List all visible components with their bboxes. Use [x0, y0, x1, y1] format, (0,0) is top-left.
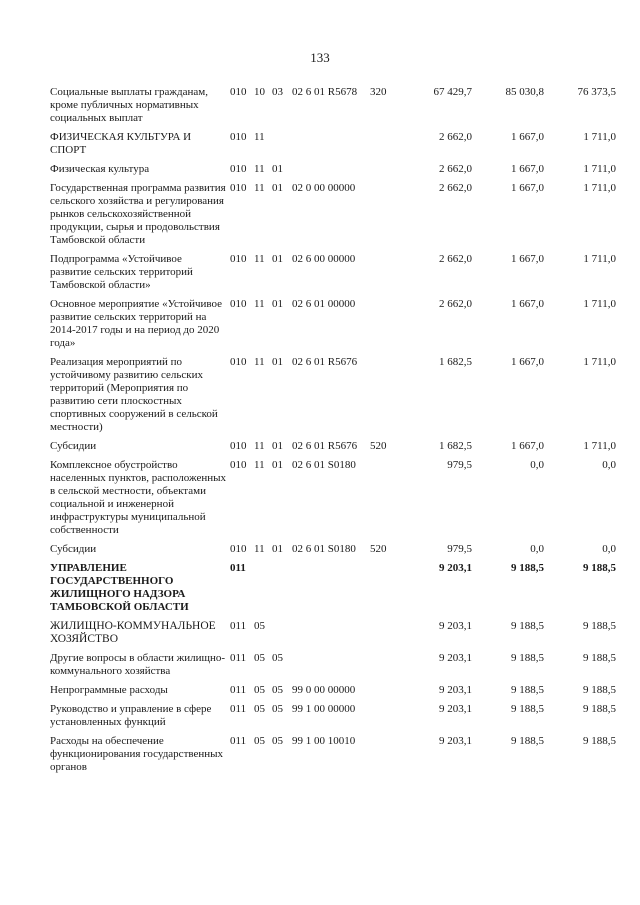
- section-code: 11: [254, 440, 265, 452]
- section-code: 11: [254, 131, 265, 143]
- amount-year-3: 1 711,0: [583, 131, 616, 143]
- expense-type-code: [370, 684, 396, 697]
- target-article-code: 02 6 01 R5676: [292, 440, 358, 452]
- section-code: 11: [254, 356, 265, 368]
- table-row: [50, 356, 616, 434]
- amount-year-2: 1 667,0: [511, 440, 544, 452]
- amount-year-1: 2 662,0: [439, 163, 472, 175]
- amount-year-3: 0,0: [602, 543, 616, 555]
- amount-year-2: 1 667,0: [511, 356, 544, 368]
- table-row: [50, 253, 616, 292]
- ministry-code: 011: [230, 735, 247, 747]
- target-article-code: 99 1 00 10010: [292, 735, 356, 747]
- target-article-code: 99 0 00 00000: [292, 684, 356, 696]
- section-code: 05: [254, 652, 265, 664]
- table-row: [50, 620, 616, 646]
- ministry-code: 011: [230, 652, 247, 664]
- ministry-code: 011: [230, 703, 247, 715]
- subsection-code: 05: [272, 703, 283, 715]
- amount-year-3: 1 711,0: [583, 298, 616, 310]
- section-code: 05: [254, 735, 265, 747]
- amount-year-2: 1 667,0: [511, 131, 544, 143]
- target-article-code: 02 6 00 00000: [292, 253, 356, 265]
- row-name: Подпрограмма «Устойчивое развитие сельских территорий Тамбовской области»: [50, 253, 193, 291]
- target-article-code: 02 6 01 S0180: [292, 459, 356, 471]
- subsection-code: 01: [272, 298, 283, 310]
- amount-year-2: 85 030,8: [505, 86, 544, 98]
- amount-year-2: 0,0: [530, 543, 544, 555]
- table-row: [50, 562, 616, 614]
- expense-type-code: [370, 562, 396, 614]
- amount-year-1: 9 203,1: [439, 562, 472, 574]
- amount-year-1: 9 203,1: [439, 703, 472, 715]
- amount-year-2: 9 188,5: [511, 703, 544, 715]
- row-name: Комплексное обустройство населенных пунктов, расположенных в сельской местности, объектами социальной и инженерной инфраструктуры муниципальной собственности: [50, 459, 227, 536]
- table-row: [50, 131, 616, 157]
- subsection-code: 01: [272, 253, 283, 265]
- expense-type-code: [370, 620, 396, 646]
- amount-year-2: 9 188,5: [511, 620, 544, 632]
- row-name: Социальные выплаты гражданам, кроме публичных нормативных социальных выплат: [50, 86, 208, 124]
- amount-year-1: 2 662,0: [439, 182, 472, 194]
- ministry-code: 011: [230, 684, 247, 696]
- table-row: [50, 735, 616, 774]
- subsection-code: [272, 562, 292, 614]
- amount-year-3: 9 188,5: [583, 735, 616, 747]
- amount-year-1: 67 429,7: [433, 86, 472, 98]
- target-article-code: 02 6 01 00000: [292, 298, 356, 310]
- row-name: Непрограммные расходы: [50, 684, 168, 696]
- row-name: Субсидии: [50, 440, 97, 452]
- expense-type-code: 320: [370, 86, 387, 98]
- row-name: Субсидии: [50, 543, 97, 555]
- section-code: 11: [254, 253, 265, 265]
- table-row: [50, 86, 616, 125]
- amount-year-3: 9 188,5: [583, 652, 616, 664]
- target-article-code: [292, 652, 370, 678]
- subsection-code: 05: [272, 652, 283, 664]
- expense-type-code: [370, 182, 396, 247]
- budget-table: [50, 86, 616, 774]
- amount-year-3: 1 711,0: [583, 163, 616, 175]
- amount-year-1: 2 662,0: [439, 298, 472, 310]
- ministry-code: 010: [230, 163, 247, 175]
- row-name: Расходы на обеспечение функционирования государственных органов: [50, 735, 224, 773]
- page-number: 133: [310, 50, 330, 65]
- section-code: 11: [254, 298, 265, 310]
- ministry-code: 010: [230, 182, 247, 194]
- amount-year-2: 1 667,0: [511, 182, 544, 194]
- row-name: Основное мероприятие «Устойчивое развитие сельских территорий на 2014-2017 годы и на период до 2020 года»: [50, 298, 223, 349]
- table-row: [50, 182, 616, 247]
- target-article-code: 02 0 00 00000: [292, 182, 356, 194]
- subsection-code: 01: [272, 182, 283, 194]
- expense-type-code: 520: [370, 543, 387, 555]
- amount-year-1: 979,5: [447, 543, 472, 555]
- amount-year-1: 2 662,0: [439, 253, 472, 265]
- amount-year-2: 9 188,5: [511, 562, 544, 574]
- amount-year-1: 1 682,5: [439, 356, 472, 368]
- expense-type-code: [370, 459, 396, 537]
- table-row: [50, 703, 616, 729]
- section-code: 05: [254, 703, 265, 715]
- amount-year-2: 1 667,0: [511, 163, 544, 175]
- target-article-code: 02 6 01 R5678: [292, 86, 358, 98]
- subsection-code: [272, 131, 292, 157]
- expense-type-code: [370, 163, 396, 176]
- section-code: 05: [254, 620, 265, 632]
- amount-year-2: 1 667,0: [511, 298, 544, 310]
- row-name: ЖИЛИЩНО-КОММУНАЛЬНОЕ ХОЗЯЙСТВО: [50, 620, 216, 645]
- row-name: Другие вопросы в области жилищно-коммунального хозяйства: [50, 652, 226, 677]
- amount-year-3: 0,0: [602, 459, 616, 471]
- amount-year-2: 9 188,5: [511, 652, 544, 664]
- row-name: Реализация мероприятий по устойчивому развитию сельских территорий (Мероприятия по развитию сети плоскостных спортивных сооружений в сельской местности): [50, 356, 218, 433]
- section-code: 05: [254, 684, 265, 696]
- table-row: [50, 459, 616, 537]
- amount-year-3: 9 188,5: [583, 620, 616, 632]
- expense-type-code: [370, 298, 396, 350]
- amount-year-2: 1 667,0: [511, 253, 544, 265]
- section-code: 11: [254, 543, 265, 555]
- expense-type-code: [370, 703, 396, 729]
- subsection-code: 01: [272, 440, 283, 452]
- subsection-code: 01: [272, 543, 283, 555]
- table-row: [50, 543, 616, 556]
- section-code: [254, 562, 272, 614]
- amount-year-1: 1 682,5: [439, 440, 472, 452]
- amount-year-3: 9 188,5: [583, 684, 616, 696]
- amount-year-1: 979,5: [447, 459, 472, 471]
- expense-type-code: 520: [370, 440, 387, 452]
- table-row: [50, 440, 616, 453]
- subsection-code: 01: [272, 356, 283, 368]
- table-row: [50, 652, 616, 678]
- subsection-code: [272, 620, 292, 646]
- amount-year-3: 1 711,0: [583, 182, 616, 194]
- ministry-code: 010: [230, 356, 247, 368]
- row-name: Руководство и управление в сфере установленных функций: [50, 703, 212, 728]
- subsection-code: 05: [272, 684, 283, 696]
- amount-year-1: 9 203,1: [439, 652, 472, 664]
- section-code: 11: [254, 182, 265, 194]
- table-row: [50, 298, 616, 350]
- expense-type-code: [370, 356, 396, 434]
- amount-year-3: 1 711,0: [583, 356, 616, 368]
- amount-year-2: 9 188,5: [511, 684, 544, 696]
- target-article-code: [292, 131, 370, 157]
- subsection-code: 05: [272, 735, 283, 747]
- ministry-code: 010: [230, 86, 247, 98]
- expense-type-code: [370, 253, 396, 292]
- amount-year-3: 1 711,0: [583, 253, 616, 265]
- table-row: [50, 684, 616, 697]
- ministry-code: 010: [230, 459, 247, 471]
- amount-year-2: 0,0: [530, 459, 544, 471]
- ministry-code: 011: [230, 562, 246, 574]
- ministry-code: 010: [230, 440, 247, 452]
- target-article-code: 02 6 01 R5676: [292, 356, 358, 368]
- target-article-code: [292, 562, 370, 614]
- table-row: [50, 163, 616, 176]
- row-name: Государственная программа развития сельского хозяйства и регулирования рынков сельскохозяйственной продукции, сырья и продовольствия Тамбовской области: [50, 182, 226, 246]
- ministry-code: 010: [230, 131, 247, 143]
- expense-type-code: [370, 652, 396, 678]
- ministry-code: 011: [230, 620, 247, 632]
- amount-year-3: 76 373,5: [577, 86, 616, 98]
- amount-year-3: 9 188,5: [583, 562, 616, 574]
- target-article-code: 02 6 01 S0180: [292, 543, 356, 555]
- ministry-code: 010: [230, 298, 247, 310]
- section-code: 10: [254, 86, 265, 98]
- target-article-code: [292, 620, 370, 646]
- amount-year-1: 9 203,1: [439, 620, 472, 632]
- amount-year-1: 2 662,0: [439, 131, 472, 143]
- expense-type-code: [370, 735, 396, 774]
- amount-year-1: 9 203,1: [439, 684, 472, 696]
- target-article-code: 99 1 00 00000: [292, 703, 356, 715]
- row-name: ФИЗИЧЕСКАЯ КУЛЬТУРА И СПОРТ: [50, 131, 192, 156]
- ministry-code: 010: [230, 543, 247, 555]
- target-article-code: [292, 163, 370, 176]
- subsection-code: 01: [272, 459, 283, 471]
- section-code: 11: [254, 459, 265, 471]
- amount-year-3: 9 188,5: [583, 703, 616, 715]
- row-name: УПРАВЛЕНИЕ ГОСУДАРСТВЕННОГО ЖИЛИЩНОГО НАДЗОРА ТАМБОВСКОЙ ОБЛАСТИ: [50, 562, 189, 613]
- amount-year-3: 1 711,0: [583, 440, 616, 452]
- ministry-code: 010: [230, 253, 247, 265]
- expense-type-code: [370, 131, 396, 157]
- subsection-code: 03: [272, 86, 283, 98]
- row-name: Физическая культура: [50, 163, 150, 175]
- section-code: 11: [254, 163, 265, 175]
- amount-year-1: 9 203,1: [439, 735, 472, 747]
- subsection-code: 01: [272, 163, 283, 175]
- amount-year-2: 9 188,5: [511, 735, 544, 747]
- table-body: [50, 86, 616, 774]
